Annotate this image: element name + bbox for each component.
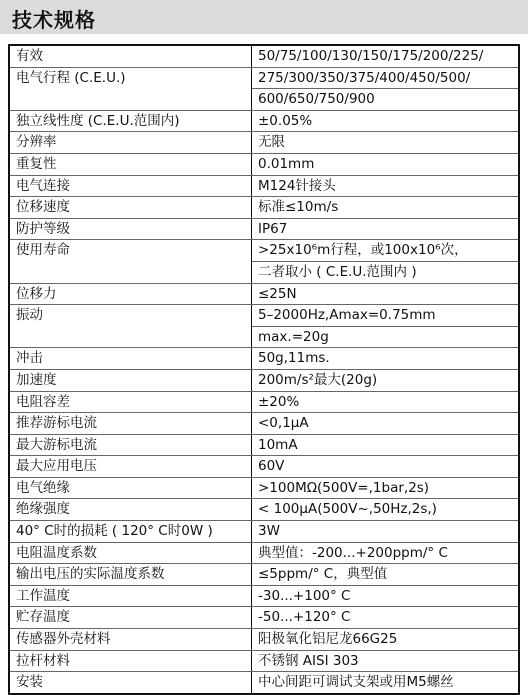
spec-key: 安装 xyxy=(9,672,252,694)
spec-value: ±0.05% xyxy=(252,110,520,132)
spec-key: 贮存温度 xyxy=(9,607,252,629)
spec-key: 最大应用电压 xyxy=(9,456,252,478)
spec-value: >25x10⁶m行程，或100x10⁶次， xyxy=(252,240,520,262)
spec-key: 分辨率 xyxy=(9,132,252,154)
spec-row xyxy=(9,175,519,197)
spec-row xyxy=(9,499,519,521)
spec-key xyxy=(9,89,252,111)
spec-value: 600/650/750/900 xyxy=(252,89,520,111)
spec-value: IP67 xyxy=(252,218,520,240)
spec-key: 绝缘强度 xyxy=(9,499,252,521)
spec-row xyxy=(9,369,519,391)
spec-value: 二者取小 ( C.E.U.范围内 ) xyxy=(252,261,520,283)
spec-key: 电阻温度系数 xyxy=(9,542,252,564)
spec-row xyxy=(9,45,519,67)
spec-value: max.=20g xyxy=(252,326,520,348)
spec-row xyxy=(9,521,519,543)
spec-key: 拉杆材料 xyxy=(9,650,252,672)
spec-value: 3W xyxy=(252,521,520,543)
spec-value: -50...+120° C xyxy=(252,607,520,629)
spec-value: 无限 xyxy=(252,132,520,154)
spec-row xyxy=(9,261,519,283)
spec-key: 有效 xyxy=(9,45,252,67)
spec-key: 位移力 xyxy=(9,283,252,305)
spec-value: 阳极氧化铝尼龙66G25 xyxy=(252,629,520,651)
spec-row xyxy=(9,197,519,219)
spec-key xyxy=(9,261,252,283)
spec-row xyxy=(9,283,519,305)
spec-key: 使用寿命 xyxy=(9,240,252,262)
spec-row xyxy=(9,585,519,607)
spec-row xyxy=(9,413,519,435)
spec-row xyxy=(9,650,519,672)
spec-value: 50g,11ms. xyxy=(252,348,520,370)
spec-key: 电阻容差 xyxy=(9,391,252,413)
spec-value: 标准≤10m/s xyxy=(252,197,520,219)
spec-value: 50/75/100/130/150/175/200/225/ xyxy=(252,45,520,67)
spec-row xyxy=(9,67,519,89)
spec-key: 电气连接 xyxy=(9,175,252,197)
spec-value: 5–2000Hz,Amax=0.75mm xyxy=(252,305,520,327)
spec-key: 振动 xyxy=(9,305,252,327)
spec-key: 40° C时的损耗 ( 120° C时0W ) xyxy=(9,521,252,543)
spec-key: 最大游标电流 xyxy=(9,434,252,456)
spec-value: ≤25N xyxy=(252,283,520,305)
spec-key: 独立线性度 (C.E.U.范围内) xyxy=(9,110,252,132)
spec-value: 0.01mm xyxy=(252,153,520,175)
spec-value: 中心间距可调试支架或用M5螺丝 xyxy=(252,672,520,694)
spec-key: 位移速度 xyxy=(9,197,252,219)
spec-row xyxy=(9,434,519,456)
spec-key: 加速度 xyxy=(9,369,252,391)
spec-key: 防护等级 xyxy=(9,218,252,240)
spec-row xyxy=(9,477,519,499)
spec-key: 冲击 xyxy=(9,348,252,370)
spec-row xyxy=(9,672,519,694)
spec-row xyxy=(9,305,519,327)
page-title: 技术规格 xyxy=(12,8,96,32)
spec-value: 不锈钢 AISI 303 xyxy=(252,650,520,672)
spec-value: <0,1μA xyxy=(252,413,520,435)
spec-key xyxy=(9,326,252,348)
spec-row xyxy=(9,240,519,262)
spec-key: 电气绝缘 xyxy=(9,477,252,499)
spec-key: 推荐游标电流 xyxy=(9,413,252,435)
spec-row xyxy=(9,348,519,370)
spec-key: 工作温度 xyxy=(9,585,252,607)
spec-value: M124针接头 xyxy=(252,175,520,197)
spec-value: -30...+100° C xyxy=(252,585,520,607)
spec-value: >100MΩ(500V=,1bar,2s) xyxy=(252,477,520,499)
spec-row xyxy=(9,542,519,564)
spec-row xyxy=(9,391,519,413)
spec-key: 重复性 xyxy=(9,153,252,175)
spec-value: 10mA xyxy=(252,434,520,456)
spec-value: < 100μA(500V~,50Hz,2s,) xyxy=(252,499,520,521)
spec-key: 输出电压的实际温度系数 xyxy=(9,564,252,586)
section-header xyxy=(0,0,528,34)
spec-value: 200m/s²最大(20g) xyxy=(252,369,520,391)
spec-value: 60V xyxy=(252,456,520,478)
spec-row xyxy=(9,456,519,478)
spec-value: ±20% xyxy=(252,391,520,413)
spec-key: 传感器外壳材料 xyxy=(9,629,252,651)
spec-row xyxy=(9,629,519,651)
spec-value: 典型值：-200...+200ppm/° C xyxy=(252,542,520,564)
spec-row xyxy=(9,218,519,240)
spec-row xyxy=(9,110,519,132)
spec-value: ≤5ppm/° C，典型值 xyxy=(252,564,520,586)
spec-row xyxy=(9,326,519,348)
spec-row xyxy=(9,564,519,586)
spec-value: 275/300/350/375/400/450/500/ xyxy=(252,67,520,89)
spec-row xyxy=(9,89,519,111)
spec-row xyxy=(9,607,519,629)
spec-table xyxy=(8,44,520,695)
spec-row xyxy=(9,132,519,154)
spec-key: 电气行程 (C.E.U.) xyxy=(9,67,252,89)
spec-table-body xyxy=(9,45,519,694)
spec-row xyxy=(9,153,519,175)
